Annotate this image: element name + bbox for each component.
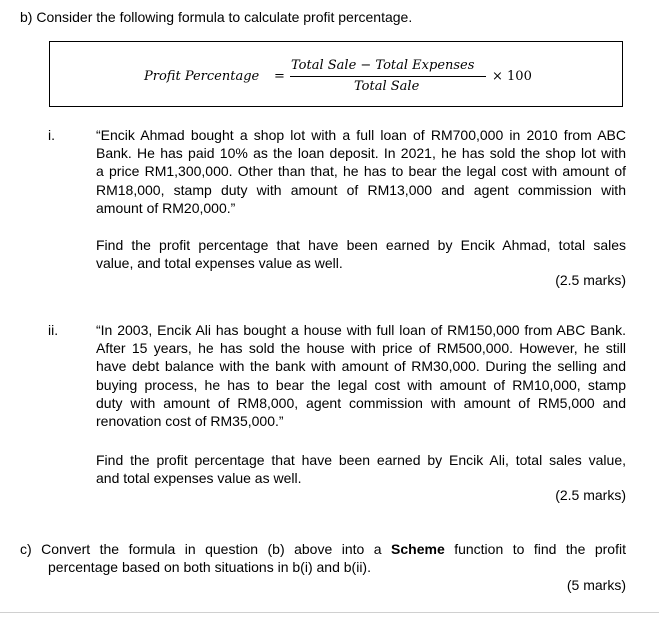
scheme-keyword: Scheme [391,541,445,557]
question-i-label: i. [48,127,55,143]
formula-equals: = [274,69,285,84]
question-i-line: “Encik Ahmad bought a shop lot with a full loan of RM700,000 in 2010 from ABC [96,127,626,143]
question-i-task-line: value, and total expenses value as well. [96,255,343,272]
question-i-marks: (2.5 marks) [555,272,626,288]
question-ii-line: duty with amount of RM8,000, agent commission with amount of RM5,000 and [96,394,626,411]
question-i-line: Bank. He has paid 10% as the loan deposit. In 2021, he has sold the shop lot with [96,145,626,162]
formula-box [49,41,623,107]
page-bottom-divider [0,612,659,613]
question-ii-line: “In 2003, Encik Ali has bought a house with full loan of RM150,000 from ABC Bank. [96,322,626,338]
part-c-line-1-pre: c) Convert the formula in question (b) above into a [20,541,392,557]
question-ii-task-line: and total expenses value as well. [96,470,302,487]
part-c-line-1 [20,540,626,558]
question-i-line: amount of RM20,000.” [96,199,236,216]
part-b-intro: b) Consider the following formula to calculate profit percentage. [20,9,413,25]
fraction-bar [290,76,486,77]
question-i-line: a price RM1,300,000. Other than that, he has to bear the legal cost with amount of [96,163,626,180]
part-c-line-2: percentage based on both situations in b(i) and b(ii). [48,559,371,576]
question-i-line: RM18,000, stamp duty with amount of RM13,000 and agent commission with [96,181,626,198]
question-i-text [96,126,626,217]
formula-denominator: Total Sale [354,79,420,94]
question-ii-task [96,451,626,487]
part-c-marks: (5 marks) [566,577,626,593]
question-i-task [96,236,626,272]
question-ii-line: After 15 years, he has sold the house with price of RM500,000. However, he still [96,340,626,357]
question-ii-task-line: Find the profit percentage that have been earned by Encik Ali, total sales value, [96,452,626,468]
question-ii-label: ii. [48,322,59,338]
formula-multiplier: × 100 [492,69,532,84]
question-i-task-line: Find the profit percentage that have been earned by Encik Ahmad, total sales [96,237,626,253]
question-ii-line: buying process, he has to bear the legal cost with amount of RM10,000, stamp [96,376,626,393]
part-c-text [20,540,626,576]
part-c-line-1-post: function to find the profit [444,541,626,557]
question-ii-marks: (2.5 marks) [555,487,626,503]
question-ii-line: renovation cost of RM35,000.” [96,413,284,430]
formula-numerator: Total Sale − Total Expenses [291,58,475,73]
formula-lhs: Profit Percentage [144,69,260,84]
question-ii-line: have debt balance with the bank with amount of RM30,000. During the selling and [96,358,626,375]
question-ii-text [96,321,626,430]
